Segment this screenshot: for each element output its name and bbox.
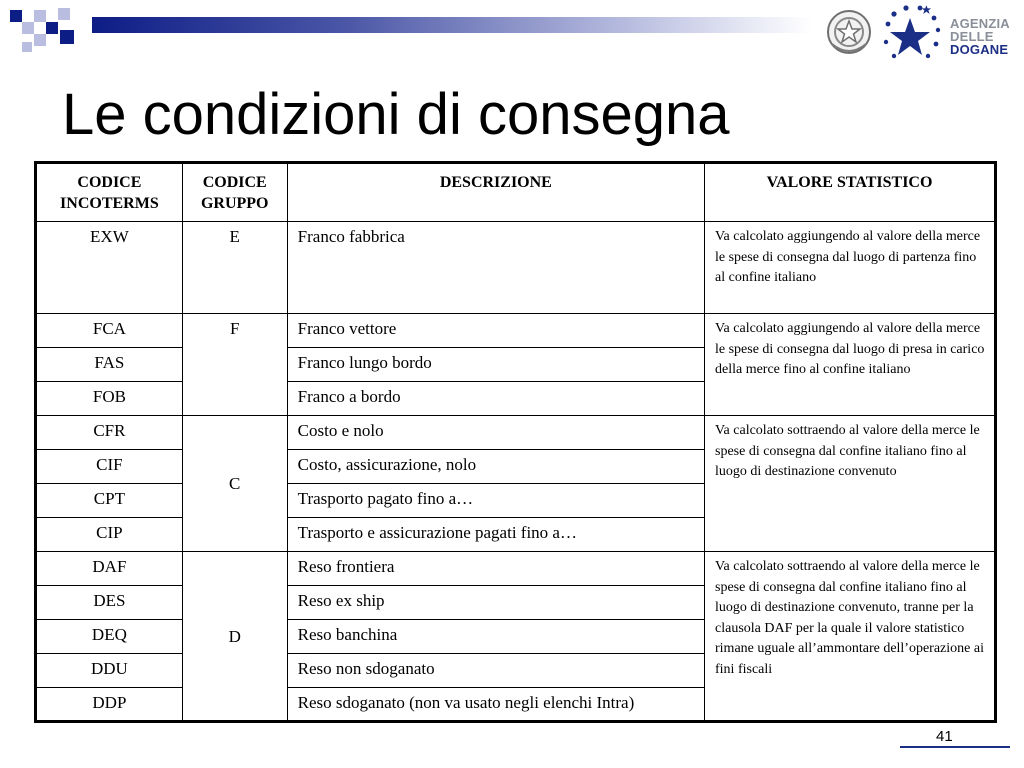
incoterm-description: Trasporto e assicurazione pagati fino a… <box>287 518 704 552</box>
group-code: F <box>182 314 287 416</box>
table-row <box>36 222 996 314</box>
incoterm-description: Costo, assicurazione, nolo <box>287 450 704 484</box>
agency-logo <box>822 2 1018 64</box>
incoterm-code: DAF <box>36 552 183 586</box>
incoterm-code: CFR <box>36 416 183 450</box>
incoterm-code: EXW <box>36 222 183 314</box>
incoterm-description: Reso sdoganato (non va usato negli elenchi Intra) <box>287 688 704 722</box>
star-circle-logo-icon <box>880 2 946 62</box>
incoterm-code: DDU <box>36 654 183 688</box>
group-code: C <box>182 416 287 552</box>
incoterm-description: Costo e nolo <box>287 416 704 450</box>
agency-name <box>950 17 1010 56</box>
incoterms-table <box>34 161 997 723</box>
table-header-row <box>36 163 996 222</box>
statistical-value-note: Va calcolato sottraendo al valore della merce le spese di consegna dal confine italiano fino al luogo di destinazione convenuto <box>705 416 996 552</box>
incoterm-description: Franco a bordo <box>287 382 704 416</box>
incoterm-description: Reso ex ship <box>287 586 704 620</box>
incoterm-code: DES <box>36 586 183 620</box>
slide-title: Le condizioni di consegna <box>62 82 730 147</box>
incoterm-code: FOB <box>36 382 183 416</box>
incoterm-description: Franco fabbrica <box>287 222 704 314</box>
incoterm-code: CIP <box>36 518 183 552</box>
incoterm-description: Reso frontiera <box>287 552 704 586</box>
incoterm-description: Trasporto pagato fino a… <box>287 484 704 518</box>
incoterm-description: Reso non sdoganato <box>287 654 704 688</box>
incoterm-code: FCA <box>36 314 183 348</box>
header-valore: VALORE STATISTICO <box>705 163 996 222</box>
incoterm-code: DDP <box>36 688 183 722</box>
statistical-value-note: Va calcolato aggiungendo al valore della merce le spese di consegna dal luogo di presa in carico della merce fino al confine italiano <box>705 314 996 416</box>
incoterm-code: CIF <box>36 450 183 484</box>
corner-decoration <box>0 0 90 70</box>
page-number: 41 <box>936 728 953 745</box>
agency-line-1: AGENZIA <box>950 16 1010 31</box>
agency-line-3: DOGANE <box>950 42 1009 57</box>
incoterm-description: Franco lungo bordo <box>287 348 704 382</box>
incoterm-description: Reso banchina <box>287 620 704 654</box>
table-row <box>36 416 996 450</box>
statistical-value-note: Va calcolato sottraendo al valore della merce le spese di consegna dal confine italiano fino al luogo di destinazione convenuto, tranne per la clausola DAF per la quale il valore statistico rimane uguale all’ammontare dell’operazione ai fini fiscali <box>705 552 996 722</box>
header-gruppo: CODICE GRUPPO <box>182 163 287 222</box>
statistical-value-note: Va calcolato aggiungendo al valore della merce le spese di consegna dal luogo di partenza fino al confine italiano <box>705 222 996 314</box>
group-code: D <box>182 552 287 722</box>
group-code: E <box>182 222 287 314</box>
table-row <box>36 552 996 586</box>
header-descrizione: DESCRIZIONE <box>287 163 704 222</box>
table-row <box>36 314 996 348</box>
header-gradient-bar <box>92 17 812 33</box>
incoterm-code: FAS <box>36 348 183 382</box>
incoterm-code: CPT <box>36 484 183 518</box>
incoterm-code: DEQ <box>36 620 183 654</box>
header-incoterms: CODICE INCOTERMS <box>36 163 183 222</box>
page-number-underline <box>900 746 1010 748</box>
republic-emblem-icon <box>824 4 874 60</box>
incoterm-description: Franco vettore <box>287 314 704 348</box>
agency-line-2: DELLE <box>950 29 994 44</box>
